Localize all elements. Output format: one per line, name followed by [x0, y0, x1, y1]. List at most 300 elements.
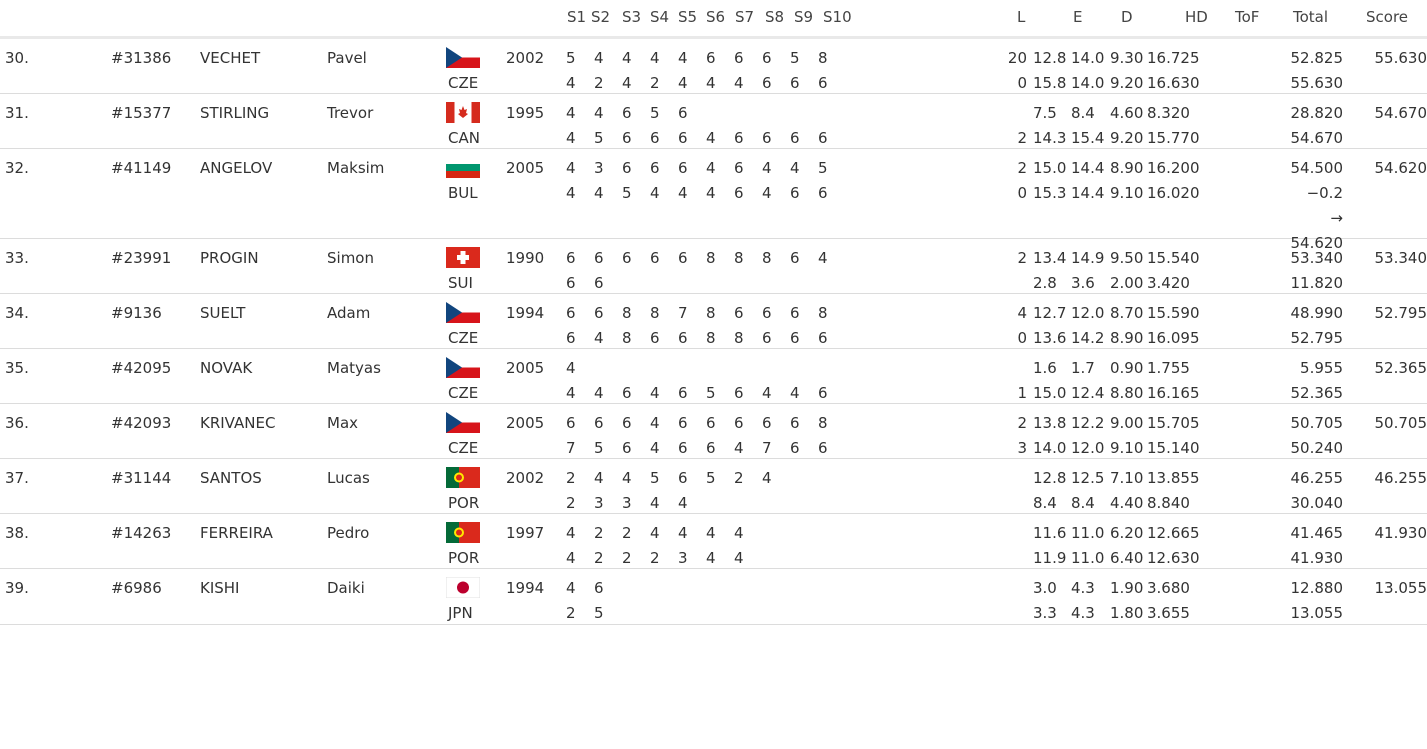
column-header-d: D [1121, 8, 1133, 26]
score-s1: 4 [566, 359, 576, 377]
score-s1: 4 [566, 184, 576, 202]
score-s6: 4 [706, 549, 716, 567]
score-l: 0 [1017, 184, 1027, 202]
score-s10: 5 [818, 159, 828, 177]
table-row [0, 569, 1427, 625]
score-s5: 3 [678, 549, 688, 567]
score-s5: 6 [678, 414, 688, 432]
country-code: BUL [448, 184, 478, 202]
athlete-id: #23991 [111, 249, 172, 267]
final-score: 46.255 [1374, 469, 1427, 487]
score-s4: 5 [650, 469, 660, 487]
score-s8: 6 [762, 49, 772, 67]
score-s9: 4 [790, 159, 800, 177]
score-s10: 8 [818, 414, 828, 432]
final-score: 53.340 [1374, 249, 1427, 267]
score-d: 12.0 [1071, 304, 1105, 322]
final-score: 52.795 [1374, 304, 1427, 322]
table-header [0, 0, 1427, 39]
score-tof: 16.165 [1147, 384, 1200, 402]
score-tof: 1.755 [1147, 359, 1190, 377]
score-tof: 12.630 [1147, 549, 1200, 567]
flag-cze-icon [446, 412, 480, 433]
score-s7: 8 [734, 249, 744, 267]
flag-bul-icon [446, 157, 480, 178]
score-tof: 8.320 [1147, 104, 1190, 122]
score-s10: 4 [818, 249, 828, 267]
score-d: 4.3 [1071, 604, 1095, 622]
score-s1: 4 [566, 579, 576, 597]
birth-year: 2005 [506, 159, 545, 177]
final-score: 52.365 [1374, 359, 1427, 377]
score-hd: 2.00 [1110, 274, 1144, 292]
total-extra: → [1330, 209, 1343, 227]
score-s10: 6 [818, 329, 828, 347]
column-header-s3: S3 [622, 8, 642, 26]
score-s3: 6 [622, 129, 632, 147]
score-s7: 6 [734, 184, 744, 202]
score-s8: 4 [762, 469, 772, 487]
rank: 30. [5, 49, 29, 67]
birth-year: 1997 [506, 524, 545, 542]
score-s2: 6 [594, 579, 604, 597]
column-header-s6: S6 [706, 8, 726, 26]
birth-year: 2002 [506, 469, 545, 487]
athlete-id: #14263 [111, 524, 172, 542]
table-row [0, 404, 1427, 459]
score-d: 14.9 [1071, 249, 1105, 267]
score-e: 2.8 [1033, 274, 1057, 292]
score-s10: 6 [818, 439, 828, 457]
score-s4: 6 [650, 159, 660, 177]
score-hd: 1.80 [1110, 604, 1144, 622]
score-s9: 6 [790, 414, 800, 432]
table-row [0, 149, 1427, 252]
score-d: 11.0 [1071, 549, 1105, 567]
score-s6: 4 [706, 129, 716, 147]
column-header-score: Score [1366, 8, 1409, 26]
flag-can-icon [446, 102, 480, 123]
score-tof: 15.590 [1147, 304, 1200, 322]
rank: 38. [5, 524, 29, 542]
total: 53.340 [1290, 249, 1343, 267]
score-s2: 2 [594, 74, 604, 92]
birth-year: 2005 [506, 414, 545, 432]
table-body [0, 39, 1427, 625]
score-tof: 15.770 [1147, 129, 1200, 147]
score-s8: 6 [762, 414, 772, 432]
score-d: 14.2 [1071, 329, 1105, 347]
score-s7: 4 [734, 74, 744, 92]
score-d: 1.7 [1071, 359, 1095, 377]
score-s3: 4 [622, 49, 632, 67]
rank: 34. [5, 304, 29, 322]
score-s6: 8 [706, 304, 716, 322]
score-s4: 4 [650, 524, 660, 542]
score-s1: 4 [566, 159, 576, 177]
score-s3: 6 [622, 384, 632, 402]
first-name: Adam [327, 304, 371, 322]
score-s10: 8 [818, 49, 828, 67]
score-s9: 6 [790, 129, 800, 147]
score-s2: 4 [594, 329, 604, 347]
total: 41.465 [1290, 524, 1343, 542]
score-s2: 6 [594, 249, 604, 267]
score-s6: 5 [706, 384, 716, 402]
score-s4: 6 [650, 329, 660, 347]
athlete-id: #6986 [111, 579, 162, 597]
score-s10: 6 [818, 384, 828, 402]
column-header-s8: S8 [765, 8, 785, 26]
country-code: CZE [448, 439, 479, 457]
score-s5: 6 [678, 249, 688, 267]
first-name: Pedro [327, 524, 370, 542]
total: 50.705 [1290, 414, 1343, 432]
score-s7: 8 [734, 329, 744, 347]
score-s6: 6 [706, 439, 716, 457]
score-hd: 4.40 [1110, 494, 1144, 512]
country-code: CAN [448, 129, 480, 147]
score-e: 11.9 [1033, 549, 1067, 567]
final-score: 55.630 [1374, 49, 1427, 67]
score-hd: 8.90 [1110, 329, 1144, 347]
score-l: 3 [1017, 439, 1027, 457]
score-s7: 2 [734, 469, 744, 487]
score-hd: 8.80 [1110, 384, 1144, 402]
score-s9: 6 [790, 329, 800, 347]
first-name: Matyas [327, 359, 381, 377]
total: 13.055 [1290, 604, 1343, 622]
table-row [0, 514, 1427, 569]
score-s2: 4 [594, 49, 604, 67]
column-header-l: L [1017, 8, 1026, 26]
score-s5: 6 [678, 129, 688, 147]
birth-year: 2002 [506, 49, 545, 67]
score-s1: 4 [566, 384, 576, 402]
score-s2: 5 [594, 604, 604, 622]
score-s5: 4 [678, 74, 688, 92]
score-e: 3.3 [1033, 604, 1057, 622]
score-hd: 9.20 [1110, 129, 1144, 147]
score-s2: 4 [594, 384, 604, 402]
rank: 36. [5, 414, 29, 432]
score-e: 3.0 [1033, 579, 1057, 597]
rank: 31. [5, 104, 29, 122]
score-s7: 4 [734, 524, 744, 542]
column-header-s1: S1 [567, 8, 587, 26]
last-name: NOVAK [200, 359, 253, 377]
score-e: 15.3 [1033, 184, 1067, 202]
score-s7: 6 [734, 159, 744, 177]
score-s4: 2 [650, 74, 660, 92]
score-s7: 6 [734, 304, 744, 322]
score-s4: 2 [650, 549, 660, 567]
score-s4: 4 [650, 494, 660, 512]
score-s1: 4 [566, 74, 576, 92]
athlete-id: #9136 [111, 304, 162, 322]
total: 52.365 [1290, 384, 1343, 402]
score-s3: 5 [622, 184, 632, 202]
total: 12.880 [1290, 579, 1343, 597]
score-hd: 9.30 [1110, 49, 1144, 67]
score-s1: 2 [566, 494, 576, 512]
score-s1: 6 [566, 414, 576, 432]
birth-year: 1995 [506, 104, 545, 122]
birth-year: 2005 [506, 359, 545, 377]
score-d: 12.0 [1071, 439, 1105, 457]
score-s3: 6 [622, 104, 632, 122]
score-s2: 4 [594, 104, 604, 122]
score-e: 12.7 [1033, 304, 1067, 322]
score-e: 13.4 [1033, 249, 1067, 267]
last-name: SANTOS [200, 469, 262, 487]
score-hd: 9.10 [1110, 184, 1144, 202]
total: 30.040 [1290, 494, 1343, 512]
score-s8: 7 [762, 439, 772, 457]
score-s6: 4 [706, 159, 716, 177]
score-hd: 9.10 [1110, 439, 1144, 457]
athlete-id: #31144 [111, 469, 172, 487]
score-s9: 6 [790, 439, 800, 457]
score-s6: 8 [706, 249, 716, 267]
score-s5: 4 [678, 49, 688, 67]
score-tof: 15.140 [1147, 439, 1200, 457]
flag-cze-icon [446, 47, 480, 68]
total: 52.795 [1290, 329, 1343, 347]
column-header-s5: S5 [678, 8, 698, 26]
score-s3: 8 [622, 329, 632, 347]
score-s8: 4 [762, 384, 772, 402]
score-d: 8.4 [1071, 494, 1095, 512]
score-e: 14.3 [1033, 129, 1067, 147]
flag-cze-icon [446, 302, 480, 323]
score-tof: 16.200 [1147, 159, 1200, 177]
score-hd: 9.00 [1110, 414, 1144, 432]
score-s7: 6 [734, 414, 744, 432]
score-s2: 6 [594, 274, 604, 292]
score-s4: 6 [650, 249, 660, 267]
score-s3: 2 [622, 524, 632, 542]
final-score: 54.620 [1374, 159, 1427, 177]
last-name: KISHI [200, 579, 240, 597]
flag-por-icon [446, 467, 480, 488]
table-row [0, 39, 1427, 94]
score-s4: 4 [650, 414, 660, 432]
total: 52.825 [1290, 49, 1343, 67]
score-s8: 6 [762, 74, 772, 92]
athlete-id: #42093 [111, 414, 172, 432]
score-s9: 4 [790, 384, 800, 402]
score-d: 12.5 [1071, 469, 1105, 487]
final-score: 41.930 [1374, 524, 1427, 542]
total: 41.930 [1290, 549, 1343, 567]
score-s7: 6 [734, 129, 744, 147]
score-s4: 4 [650, 439, 660, 457]
birth-year: 1990 [506, 249, 545, 267]
score-s3: 4 [622, 74, 632, 92]
score-hd: 4.60 [1110, 104, 1144, 122]
column-header-s10: S10 [823, 8, 852, 26]
last-name: KRIVANEC [200, 414, 276, 432]
score-s5: 6 [678, 384, 688, 402]
score-s1: 7 [566, 439, 576, 457]
first-name: Trevor [327, 104, 374, 122]
score-s9: 6 [790, 184, 800, 202]
score-d: 14.0 [1071, 74, 1105, 92]
score-d: 11.0 [1071, 524, 1105, 542]
score-s1: 4 [566, 549, 576, 567]
score-s3: 6 [622, 414, 632, 432]
first-name: Daiki [327, 579, 365, 597]
score-s5: 4 [678, 494, 688, 512]
score-s7: 4 [734, 439, 744, 457]
score-s5: 6 [678, 159, 688, 177]
score-s7: 6 [734, 49, 744, 67]
country-code: POR [448, 494, 480, 512]
score-s8: 4 [762, 184, 772, 202]
column-header-s7: S7 [735, 8, 755, 26]
score-tof: 16.020 [1147, 184, 1200, 202]
score-tof: 3.680 [1147, 579, 1190, 597]
score-s10: 6 [818, 184, 828, 202]
score-d: 12.2 [1071, 414, 1105, 432]
flag-cze-icon [446, 357, 480, 378]
score-d: 8.4 [1071, 104, 1095, 122]
rank: 35. [5, 359, 29, 377]
score-s7: 4 [734, 549, 744, 567]
score-s10: 6 [818, 129, 828, 147]
score-s2: 6 [594, 414, 604, 432]
score-tof: 16.725 [1147, 49, 1200, 67]
score-d: 15.4 [1071, 129, 1105, 147]
last-name: FERREIRA [200, 524, 273, 542]
score-e: 11.6 [1033, 524, 1067, 542]
score-s4: 5 [650, 104, 660, 122]
score-s1: 2 [566, 604, 576, 622]
score-tof: 3.655 [1147, 604, 1190, 622]
total: 55.630 [1290, 74, 1343, 92]
score-s5: 6 [678, 104, 688, 122]
flag-jpn-icon [446, 577, 480, 598]
score-s3: 6 [622, 249, 632, 267]
score-e: 15.0 [1033, 384, 1067, 402]
score-tof: 15.705 [1147, 414, 1200, 432]
score-s2: 6 [594, 304, 604, 322]
total: 28.820 [1290, 104, 1343, 122]
score-e: 12.8 [1033, 49, 1067, 67]
score-s2: 4 [594, 469, 604, 487]
country-code: CZE [448, 74, 479, 92]
rank: 37. [5, 469, 29, 487]
score-hd: 1.90 [1110, 579, 1144, 597]
score-s6: 4 [706, 74, 716, 92]
first-name: Pavel [327, 49, 367, 67]
total: 54.500 [1290, 159, 1343, 177]
score-s3: 3 [622, 494, 632, 512]
column-header-e: E [1073, 8, 1083, 26]
score-s5: 6 [678, 329, 688, 347]
score-s8: 4 [762, 159, 772, 177]
birth-year: 1994 [506, 579, 545, 597]
first-name: Simon [327, 249, 374, 267]
score-l: 0 [1017, 329, 1027, 347]
total: 11.820 [1290, 274, 1343, 292]
column-header-total: Total [1293, 8, 1329, 26]
score-s1: 6 [566, 304, 576, 322]
last-name: SUELT [200, 304, 246, 322]
score-hd: 8.70 [1110, 304, 1144, 322]
score-e: 13.6 [1033, 329, 1067, 347]
total: 48.990 [1290, 304, 1343, 322]
score-s2: 5 [594, 129, 604, 147]
column-header-s9: S9 [794, 8, 814, 26]
score-s6: 6 [706, 414, 716, 432]
score-s1: 5 [566, 49, 576, 67]
score-s10: 6 [818, 74, 828, 92]
athlete-id: #31386 [111, 49, 172, 67]
score-d: 14.0 [1071, 49, 1105, 67]
score-s9: 6 [790, 304, 800, 322]
rank: 39. [5, 579, 29, 597]
score-s2: 3 [594, 159, 604, 177]
score-d: 12.4 [1071, 384, 1105, 402]
score-s7: 6 [734, 384, 744, 402]
score-s1: 6 [566, 329, 576, 347]
score-s3: 6 [622, 159, 632, 177]
score-hd: 9.20 [1110, 74, 1144, 92]
table-row [0, 294, 1427, 349]
score-s1: 4 [566, 104, 576, 122]
score-hd: 6.20 [1110, 524, 1144, 542]
score-s4: 6 [650, 129, 660, 147]
score-s5: 6 [678, 469, 688, 487]
score-s5: 6 [678, 439, 688, 457]
score-l: 2 [1017, 249, 1027, 267]
score-l: 20 [1007, 49, 1027, 67]
total: 5.955 [1300, 359, 1343, 377]
score-s3: 4 [622, 469, 632, 487]
score-tof: 3.420 [1147, 274, 1190, 292]
first-name: Maksim [327, 159, 385, 177]
score-s1: 6 [566, 274, 576, 292]
score-e: 1.6 [1033, 359, 1057, 377]
rank: 32. [5, 159, 29, 177]
country-code: POR [448, 549, 480, 567]
athlete-id: #41149 [111, 159, 172, 177]
score-s6: 4 [706, 184, 716, 202]
score-s6: 5 [706, 469, 716, 487]
score-e: 13.8 [1033, 414, 1067, 432]
score-d: 14.4 [1071, 184, 1105, 202]
last-name: VECHET [200, 49, 261, 67]
score-s8: 8 [762, 249, 772, 267]
score-d: 4.3 [1071, 579, 1095, 597]
score-s1: 2 [566, 469, 576, 487]
score-tof: 12.665 [1147, 524, 1200, 542]
score-s4: 8 [650, 304, 660, 322]
column-header-s4: S4 [650, 8, 670, 26]
total: 54.670 [1290, 129, 1343, 147]
score-e: 7.5 [1033, 104, 1057, 122]
table-row [0, 459, 1427, 514]
score-hd: 8.90 [1110, 159, 1144, 177]
first-name: Lucas [327, 469, 370, 487]
score-s9: 6 [790, 249, 800, 267]
score-tof: 8.840 [1147, 494, 1190, 512]
score-s1: 4 [566, 129, 576, 147]
score-s1: 4 [566, 524, 576, 542]
flag-sui-icon [446, 247, 480, 268]
